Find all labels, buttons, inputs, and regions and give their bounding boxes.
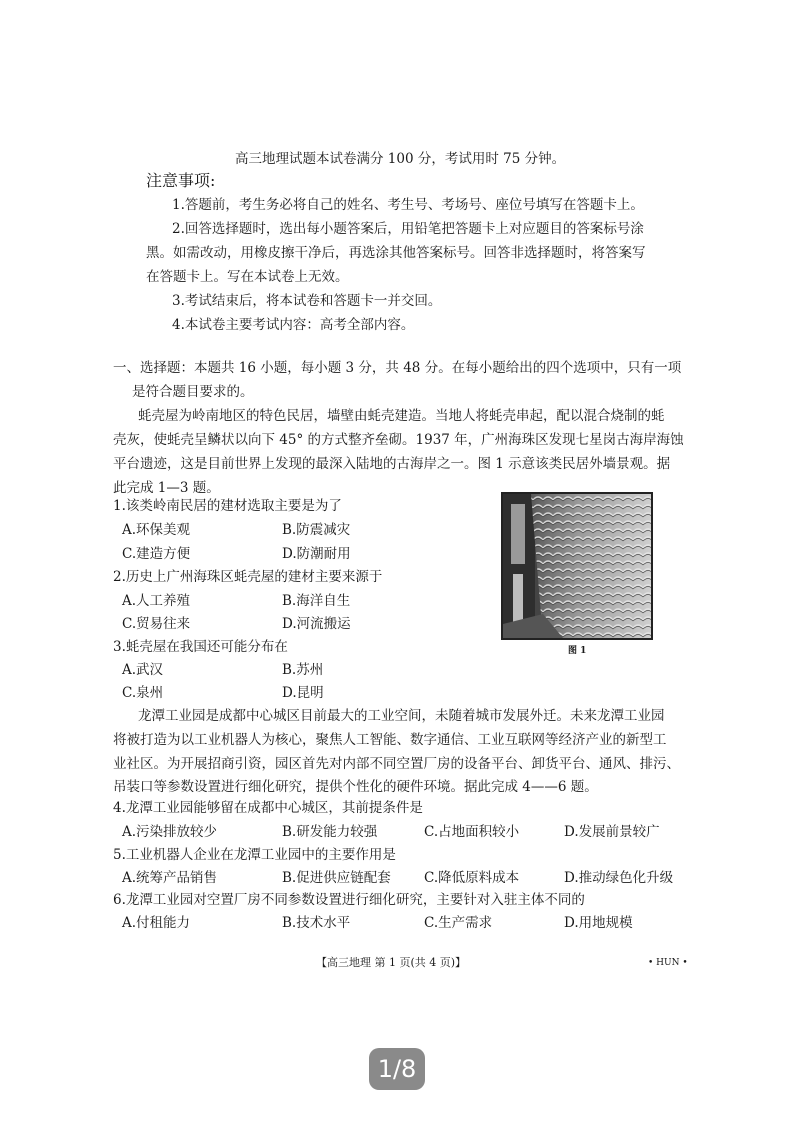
page-indicator[interactable]: 1/8 — [369, 1048, 425, 1090]
option-a: A.环保美观 — [122, 522, 191, 538]
option-c: C.建造方便 — [122, 546, 191, 562]
option-d: D.河流搬运 — [282, 616, 351, 632]
option-b: B.促进供应链配套 — [282, 870, 391, 886]
option-c: C.泉州 — [122, 685, 164, 701]
passage-line: 吊装口等参数设置进行细化研究，提供个性化的硬件环境。据此完成 4——6 题。 — [113, 779, 598, 795]
question-4: 4.龙潭工业园能够留在成都中心城区，其前提条件是 — [113, 800, 423, 816]
section-heading-cont: 是符合题目要求的。 — [132, 384, 254, 400]
page-footer: 【高三地理 第 1 页(共 4 页)】 — [316, 956, 467, 969]
notice-item: 4.本试卷主要考试内容：高考全部内容。 — [172, 317, 415, 333]
option-c: C.降低原料成本 — [424, 870, 520, 886]
option-b: B.防震减灾 — [282, 522, 351, 538]
notice-item: 1.答题前，考生务必将自己的姓名、考生号、考场号、座位号填写在答题卡上。 — [172, 197, 644, 213]
passage-line: 业社区。为开展招商引资，园区首先对内部不同空置厂房的设备平台、卸货平台、通风、排污、 — [113, 756, 680, 772]
passage-line: 将被打造为以工业机器人为核心，聚焦人工智能、数字通信、工业互联网等经济产业的新型工 — [113, 732, 667, 748]
option-a: A.污染排放较少 — [122, 824, 218, 840]
option-d: D.防潮耐用 — [282, 546, 351, 562]
passage-line: 平台遗迹，这是目前世界上发现的最深入陆地的古海岸之一。图 1 示意该类民居外墙景观。据 — [113, 456, 671, 472]
option-c: C.占地面积较小 — [424, 824, 520, 840]
notice-item: 黑。如需改动，用橡皮擦干净后，再选涂其他答案标号。回答非选择题时，将答案写 — [146, 245, 646, 261]
oyster-wall-photo — [501, 492, 653, 640]
passage-line: 此完成 1—3 题。 — [113, 480, 220, 496]
option-d: D.昆明 — [282, 685, 324, 701]
option-a: A.付租能力 — [122, 915, 191, 931]
option-a: A.人工养殖 — [122, 593, 191, 609]
question-2: 2.历史上广州海珠区蚝壳屋的建材主要来源于 — [113, 569, 383, 585]
option-c: C.生产需求 — [424, 915, 493, 931]
question-3: 3.蚝壳屋在我国还可能分布在 — [113, 639, 288, 655]
option-b: B.苏州 — [282, 662, 324, 678]
passage-line: 龙潭工业园是成都中心城区目前最大的工业空间，未随着城市发展外迁。未来龙潭工业园 — [138, 708, 665, 724]
notice-item: 3.考试结束后，将本试卷和答题卡一并交回。 — [172, 293, 442, 309]
figure-caption: 图 1 — [568, 646, 587, 656]
option-b: B.技术水平 — [282, 915, 351, 931]
question-6: 6.龙潭工业园对空置厂房不同参数设置进行细化研究，主要针对入驻主体不同的 — [113, 892, 585, 908]
option-d: D.推动绿色化升级 — [564, 870, 674, 886]
option-b: B.研发能力较强 — [282, 824, 378, 840]
question-1: 1.该类岭南民居的建材选取主要是为了 — [113, 498, 342, 514]
question-5: 5.工业机器人企业在龙潭工业园中的主要作用是 — [113, 847, 396, 863]
notice-item: 在答题卡上。写在本试卷上无效。 — [146, 269, 349, 285]
option-a: A.武汉 — [122, 662, 164, 678]
option-b: B.海洋自生 — [282, 593, 351, 609]
option-a: A.统筹产品销售 — [122, 870, 218, 886]
exam-title: 高三地理试题本试卷满分 100 分，考试用时 75 分钟。 — [235, 151, 566, 167]
option-d: D.用地规模 — [564, 915, 633, 931]
passage-line: 壳灰，使蚝壳呈鳞状以向下 45° 的方式整齐垒砌。1937 年，广州海珠区发现七星岗古海岸海蚀 — [113, 432, 684, 448]
option-c: C.贸易往来 — [122, 616, 191, 632]
option-d: D.发展前景较广 — [564, 824, 660, 840]
notice-item: 2.回答选择题时，选出每小题答案后，用铅笔把答题卡上对应题目的答案标号涂 — [172, 221, 644, 237]
passage-line: 蚝壳屋为岭南地区的特色民居，墙壁由蚝壳建造。当地人将蚝壳串起，配以混合烧制的蚝 — [138, 408, 665, 424]
notice-heading: 注意事项: — [146, 171, 216, 190]
section-heading: 一、选择题：本题共 16 小题，每小题 3 分，共 48 分。在每小题给出的四个选项中，只有一项 — [113, 360, 682, 376]
footer-code: • HUN • — [648, 958, 688, 968]
